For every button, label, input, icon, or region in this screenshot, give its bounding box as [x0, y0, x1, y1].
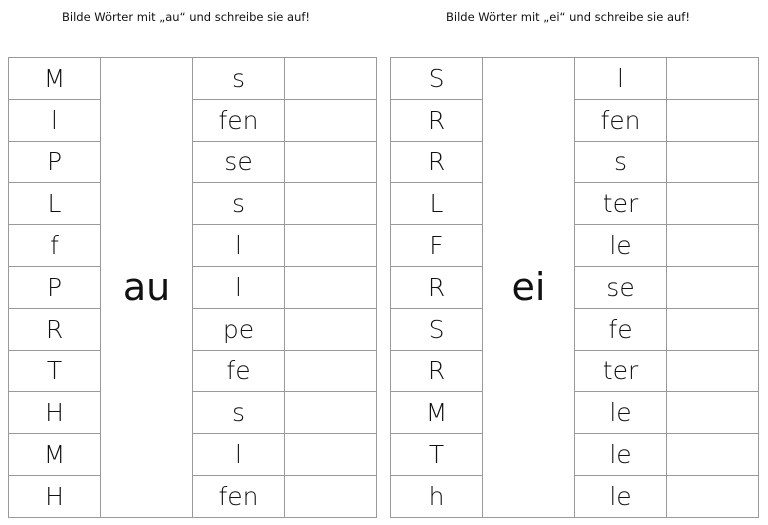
- answer-cell[interactable]: [667, 58, 759, 100]
- instruction-ei: Bilde Wörter mit „ei“ und schreibe sie auf!: [446, 10, 690, 24]
- word-row: [9, 434, 377, 476]
- word-end-cell: l: [193, 266, 285, 308]
- word-end-cell: s: [575, 141, 667, 183]
- word-end-cell: ter: [575, 350, 667, 392]
- word-start-cell: S: [391, 308, 483, 350]
- word-table-ei: [390, 57, 759, 518]
- word-start-cell: L: [9, 183, 101, 225]
- word-end-cell: le: [575, 392, 667, 434]
- answer-cell[interactable]: [285, 350, 377, 392]
- answer-cell[interactable]: [667, 225, 759, 267]
- word-row: [9, 475, 377, 517]
- word-row: [9, 266, 377, 308]
- answer-cell[interactable]: [285, 225, 377, 267]
- answer-cell[interactable]: [667, 99, 759, 141]
- answer-cell[interactable]: [667, 308, 759, 350]
- word-end-cell: se: [193, 141, 285, 183]
- word-start-cell: M: [9, 58, 101, 100]
- word-row: [391, 225, 759, 267]
- word-start-cell: T: [9, 350, 101, 392]
- word-row: [391, 99, 759, 141]
- word-end-cell: fe: [193, 350, 285, 392]
- answer-cell[interactable]: [285, 475, 377, 517]
- word-end-cell: le: [575, 434, 667, 476]
- word-end-cell: fen: [193, 99, 285, 141]
- word-row: [391, 183, 759, 225]
- word-start-cell: h: [391, 475, 483, 517]
- word-row: [9, 225, 377, 267]
- word-end-cell: fen: [575, 99, 667, 141]
- word-start-cell: H: [9, 392, 101, 434]
- vowel-cell: au: [101, 58, 193, 518]
- word-row: [9, 58, 377, 100]
- answer-cell[interactable]: [285, 141, 377, 183]
- word-row: [9, 350, 377, 392]
- word-start-cell: H: [9, 475, 101, 517]
- word-start-cell: P: [9, 141, 101, 183]
- word-start-cell: f: [9, 225, 101, 267]
- answer-cell[interactable]: [667, 266, 759, 308]
- word-start-cell: L: [391, 183, 483, 225]
- answer-cell[interactable]: [285, 183, 377, 225]
- word-row: [391, 58, 759, 100]
- answer-cell[interactable]: [667, 392, 759, 434]
- word-row: [391, 308, 759, 350]
- word-start-cell: P: [9, 266, 101, 308]
- word-row: [391, 434, 759, 476]
- word-start-cell: R: [391, 99, 483, 141]
- answer-cell[interactable]: [285, 434, 377, 476]
- word-end-cell: l: [193, 225, 285, 267]
- word-end-cell: l: [193, 434, 285, 476]
- answer-cell[interactable]: [667, 350, 759, 392]
- word-row: [9, 392, 377, 434]
- word-end-cell: s: [193, 392, 285, 434]
- word-row: [9, 308, 377, 350]
- answer-cell[interactable]: [285, 266, 377, 308]
- word-row: [9, 183, 377, 225]
- answer-cell[interactable]: [285, 392, 377, 434]
- word-end-cell: ter: [575, 183, 667, 225]
- word-start-cell: R: [391, 266, 483, 308]
- answer-cell[interactable]: [667, 141, 759, 183]
- word-start-cell: T: [391, 434, 483, 476]
- word-row: [9, 99, 377, 141]
- word-end-cell: se: [575, 266, 667, 308]
- word-start-cell: R: [391, 141, 483, 183]
- word-start-cell: M: [391, 392, 483, 434]
- answer-cell[interactable]: [667, 183, 759, 225]
- answer-cell[interactable]: [667, 475, 759, 517]
- word-start-cell: R: [391, 350, 483, 392]
- answer-cell[interactable]: [285, 99, 377, 141]
- word-row: [391, 475, 759, 517]
- word-row: [391, 350, 759, 392]
- word-end-cell: s: [193, 58, 285, 100]
- vowel-cell: ei: [483, 58, 575, 518]
- word-end-cell: fen: [193, 475, 285, 517]
- word-row: [9, 141, 377, 183]
- word-end-cell: pe: [193, 308, 285, 350]
- word-end-cell: le: [575, 475, 667, 517]
- answer-cell[interactable]: [285, 308, 377, 350]
- word-start-cell: F: [391, 225, 483, 267]
- instruction-au: Bilde Wörter mit „au“ und schreibe sie auf!: [62, 10, 311, 24]
- word-start-cell: l: [9, 99, 101, 141]
- word-end-cell: fe: [575, 308, 667, 350]
- word-row: [391, 392, 759, 434]
- answer-cell[interactable]: [667, 434, 759, 476]
- word-start-cell: M: [9, 434, 101, 476]
- word-row: [391, 266, 759, 308]
- word-start-cell: R: [9, 308, 101, 350]
- word-start-cell: S: [391, 58, 483, 100]
- answer-cell[interactable]: [285, 58, 377, 100]
- word-end-cell: le: [575, 225, 667, 267]
- word-row: [391, 141, 759, 183]
- word-end-cell: s: [193, 183, 285, 225]
- word-end-cell: l: [575, 58, 667, 100]
- word-table-au: [8, 57, 377, 518]
